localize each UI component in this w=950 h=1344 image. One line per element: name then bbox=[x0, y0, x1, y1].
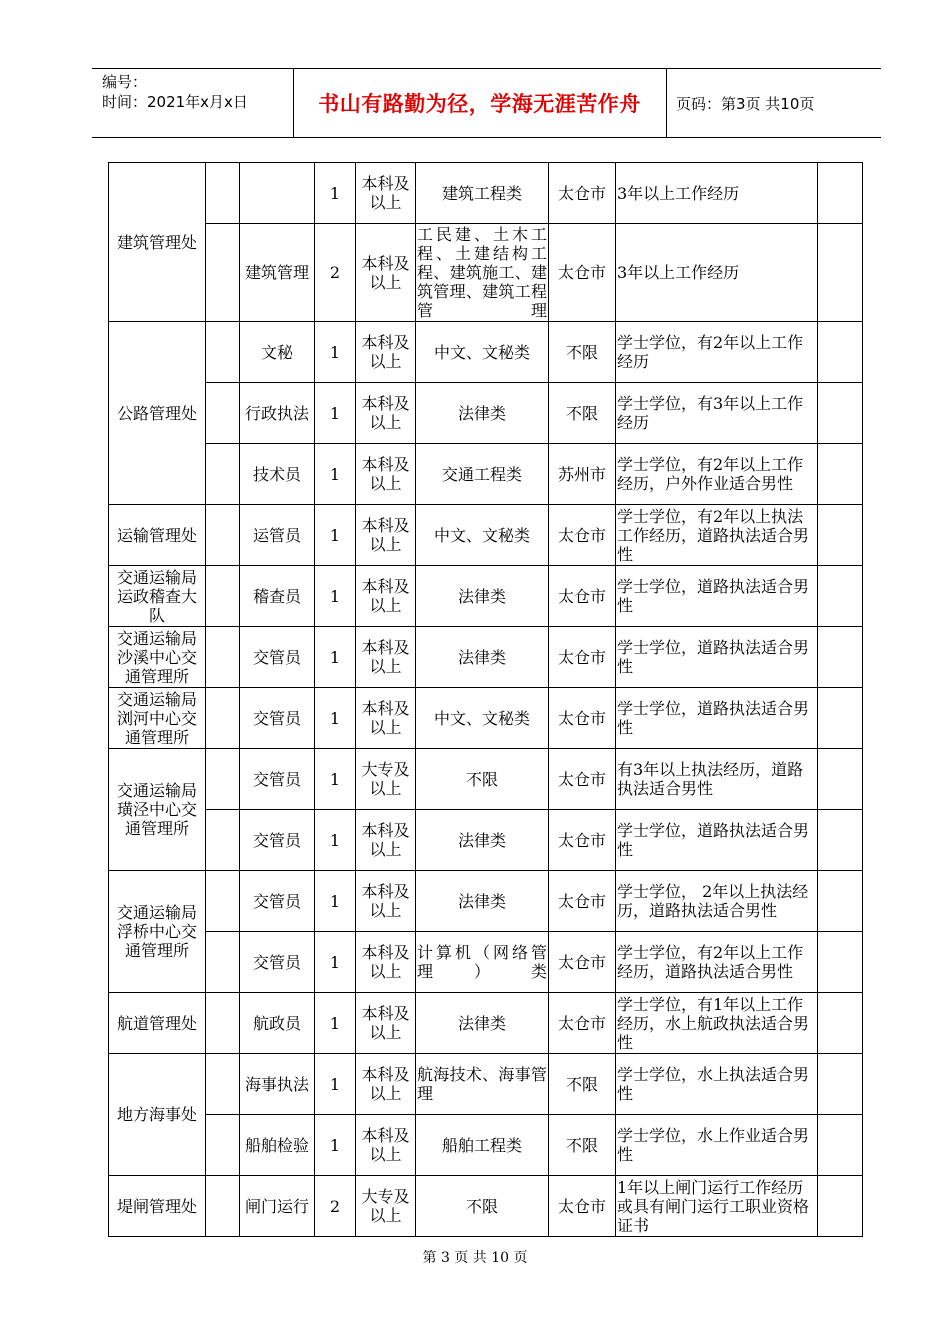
location-cell: 太仓市 bbox=[549, 749, 616, 810]
group-cell bbox=[206, 627, 240, 688]
dept-cell: 交通运输局浏河中心交通管理所 bbox=[109, 688, 206, 749]
requirements-cell: 学士学位，有3年以上工作经历 bbox=[616, 383, 818, 444]
dept-cell: 运输管理处 bbox=[109, 505, 206, 566]
education-cell: 本科及以上 bbox=[356, 688, 416, 749]
group-cell bbox=[206, 1115, 240, 1176]
location-cell: 苏州市 bbox=[549, 444, 616, 505]
count-cell: 1 bbox=[315, 871, 356, 932]
table-row bbox=[109, 163, 863, 224]
requirements-cell: 学士学位，水上执法适合男性 bbox=[616, 1054, 818, 1115]
table-row bbox=[109, 627, 863, 688]
table-row bbox=[109, 749, 863, 810]
table-row bbox=[109, 322, 863, 383]
location-cell: 太仓市 bbox=[549, 163, 616, 224]
location-cell: 太仓市 bbox=[549, 1176, 616, 1237]
count-cell: 1 bbox=[315, 749, 356, 810]
education-cell: 大专及以上 bbox=[356, 749, 416, 810]
count-cell: 1 bbox=[315, 627, 356, 688]
major-cell: 法律类 bbox=[416, 383, 549, 444]
group-cell bbox=[206, 932, 240, 993]
group-cell bbox=[206, 993, 240, 1054]
dept-cell: 建筑管理处 bbox=[109, 163, 206, 322]
count-cell: 1 bbox=[315, 1054, 356, 1115]
header-meta bbox=[102, 72, 248, 112]
requirements-cell: 1年以上闸门运行工作经历或具有闸门运行工职业资格证书 bbox=[616, 1176, 818, 1237]
dept-cell: 交通运输局沙溪中心交通管理所 bbox=[109, 627, 206, 688]
major-cell: 建筑工程类 bbox=[416, 163, 549, 224]
location-cell: 太仓市 bbox=[549, 871, 616, 932]
page-footer: 第 3 页 共 10 页 bbox=[422, 1250, 528, 1266]
requirements-cell: 3年以上工作经历 bbox=[616, 163, 818, 224]
education-cell: 本科及以上 bbox=[356, 993, 416, 1054]
requirements-cell: 学士学位，有2年以上工作经历，道路执法适合男性 bbox=[616, 932, 818, 993]
requirements-cell: 学士学位，道路执法适合男性 bbox=[616, 688, 818, 749]
table-row bbox=[109, 444, 863, 505]
remarks-cell bbox=[818, 810, 863, 871]
count-cell: 1 bbox=[315, 322, 356, 383]
location-cell: 太仓市 bbox=[549, 688, 616, 749]
group-cell bbox=[206, 163, 240, 224]
education-cell: 本科及以上 bbox=[356, 1054, 416, 1115]
page-header bbox=[92, 68, 881, 138]
location-cell: 不限 bbox=[549, 322, 616, 383]
education-cell: 本科及以上 bbox=[356, 566, 416, 627]
major-cell: 船舶工程类 bbox=[416, 1115, 549, 1176]
dept-cell: 交通运输局浮桥中心交通管理所 bbox=[109, 871, 206, 993]
count-cell: 1 bbox=[315, 505, 356, 566]
remarks-cell bbox=[818, 444, 863, 505]
position-cell: 航政员 bbox=[240, 993, 315, 1054]
remarks-cell bbox=[818, 627, 863, 688]
major-cell: 法律类 bbox=[416, 627, 549, 688]
document-time-label: 时间：2021年x月x日 bbox=[102, 93, 248, 111]
table-row bbox=[109, 871, 863, 932]
table-row bbox=[109, 1115, 863, 1176]
education-cell: 本科及以上 bbox=[356, 163, 416, 224]
dept-cell: 地方海事处 bbox=[109, 1054, 206, 1176]
major-cell: 不限 bbox=[416, 749, 549, 810]
major-cell: 法律类 bbox=[416, 566, 549, 627]
remarks-cell bbox=[818, 749, 863, 810]
group-cell bbox=[206, 224, 240, 322]
requirements-cell: 学士学位，道路执法适合男性 bbox=[616, 627, 818, 688]
group-cell bbox=[206, 383, 240, 444]
remarks-cell bbox=[818, 322, 863, 383]
position-cell: 文秘 bbox=[240, 322, 315, 383]
position-cell: 稽查员 bbox=[240, 566, 315, 627]
count-cell: 1 bbox=[315, 993, 356, 1054]
location-cell: 太仓市 bbox=[549, 224, 616, 322]
education-cell: 本科及以上 bbox=[356, 383, 416, 444]
dept-cell: 航道管理处 bbox=[109, 993, 206, 1054]
table-row bbox=[109, 566, 863, 627]
major-cell: 不限 bbox=[416, 1176, 549, 1237]
table-row bbox=[109, 993, 863, 1054]
remarks-cell bbox=[818, 1054, 863, 1115]
requirements-cell: 学士学位，有2年以上工作经历 bbox=[616, 322, 818, 383]
group-cell bbox=[206, 505, 240, 566]
dept-cell: 堤闸管理处 bbox=[109, 1176, 206, 1237]
header-motto: 书山有路勤为径，学海无涯苦作舟 bbox=[318, 92, 641, 116]
education-cell: 本科及以上 bbox=[356, 322, 416, 383]
remarks-cell bbox=[818, 871, 863, 932]
position-cell: 交管员 bbox=[240, 749, 315, 810]
remarks-cell bbox=[818, 1115, 863, 1176]
count-cell: 1 bbox=[315, 383, 356, 444]
location-cell: 太仓市 bbox=[549, 932, 616, 993]
group-cell bbox=[206, 444, 240, 505]
education-cell: 本科及以上 bbox=[356, 932, 416, 993]
recruitment-table bbox=[108, 162, 863, 1237]
dept-cell: 公路管理处 bbox=[109, 322, 206, 505]
location-cell: 不限 bbox=[549, 383, 616, 444]
remarks-cell bbox=[818, 163, 863, 224]
remarks-cell bbox=[818, 993, 863, 1054]
group-cell bbox=[206, 1054, 240, 1115]
location-cell: 太仓市 bbox=[549, 566, 616, 627]
major-cell: 法律类 bbox=[416, 810, 549, 871]
education-cell: 本科及以上 bbox=[356, 1115, 416, 1176]
count-cell: 1 bbox=[315, 566, 356, 627]
table-row bbox=[109, 383, 863, 444]
location-cell: 太仓市 bbox=[549, 505, 616, 566]
education-cell: 本科及以上 bbox=[356, 444, 416, 505]
dept-cell: 交通运输局璜泾中心交通管理所 bbox=[109, 749, 206, 871]
requirements-cell: 3年以上工作经历 bbox=[616, 224, 818, 322]
major-cell: 中文、文秘类 bbox=[416, 505, 549, 566]
count-cell: 1 bbox=[315, 163, 356, 224]
requirements-cell: 学士学位，道路执法适合男性 bbox=[616, 810, 818, 871]
count-cell: 1 bbox=[315, 1115, 356, 1176]
major-cell: 中文、文秘类 bbox=[416, 688, 549, 749]
table-row bbox=[109, 810, 863, 871]
major-cell: 中文、文秘类 bbox=[416, 322, 549, 383]
remarks-cell bbox=[818, 1176, 863, 1237]
header-divider bbox=[666, 69, 667, 137]
table-row bbox=[109, 1176, 863, 1237]
header-page-number: 页码：第3页 共10页 bbox=[676, 94, 815, 113]
dept-cell: 交通运输局运政稽查大队 bbox=[109, 566, 206, 627]
major-cell: 航海技术、海事管理 bbox=[416, 1054, 549, 1115]
education-cell: 本科及以上 bbox=[356, 627, 416, 688]
requirements-cell: 学士学位，水上作业适合男性 bbox=[616, 1115, 818, 1176]
table-row bbox=[109, 932, 863, 993]
requirements-cell: 学士学位， 2年以上执法经历，道路执法适合男性 bbox=[616, 871, 818, 932]
group-cell bbox=[206, 566, 240, 627]
location-cell: 不限 bbox=[549, 1115, 616, 1176]
position-cell: 运管员 bbox=[240, 505, 315, 566]
table-row bbox=[109, 688, 863, 749]
group-cell bbox=[206, 749, 240, 810]
major-cell: 计算机（网络管理）类 bbox=[416, 932, 549, 993]
position-cell: 交管员 bbox=[240, 688, 315, 749]
group-cell bbox=[206, 1176, 240, 1237]
position-cell: 闸门运行 bbox=[240, 1176, 315, 1237]
table-row bbox=[109, 1054, 863, 1115]
remarks-cell bbox=[818, 383, 863, 444]
requirements-cell: 有3年以上执法经历，道路执法适合男性 bbox=[616, 749, 818, 810]
major-cell: 工民建、土木工程、土建结构工程、建筑施工、建筑管理、建筑工程管理 bbox=[417, 225, 547, 320]
remarks-cell bbox=[818, 566, 863, 627]
education-cell: 本科及以上 bbox=[356, 871, 416, 932]
count-cell: 1 bbox=[315, 932, 356, 993]
education-cell: 大专及以上 bbox=[356, 1176, 416, 1237]
remarks-cell bbox=[818, 932, 863, 993]
requirements-cell: 学士学位，道路执法适合男性 bbox=[616, 566, 818, 627]
requirements-cell: 学士学位，有1年以上工作经历，水上航政执法适合男性 bbox=[616, 993, 818, 1054]
major-cell: 法律类 bbox=[416, 993, 549, 1054]
table-row bbox=[109, 505, 863, 566]
remarks-cell bbox=[818, 505, 863, 566]
major-cell: 法律类 bbox=[416, 871, 549, 932]
education-cell: 本科及以上 bbox=[356, 810, 416, 871]
count-cell: 1 bbox=[315, 688, 356, 749]
document-number-label: 编号： bbox=[102, 73, 148, 91]
count-cell: 2 bbox=[315, 1176, 356, 1237]
count-cell: 2 bbox=[315, 224, 356, 322]
position-cell: 船舶检验 bbox=[240, 1115, 315, 1176]
count-cell: 1 bbox=[315, 810, 356, 871]
major-cell: 交通工程类 bbox=[416, 444, 549, 505]
education-cell: 本科及以上 bbox=[356, 224, 416, 322]
group-cell bbox=[206, 322, 240, 383]
remarks-cell bbox=[818, 224, 863, 322]
remarks-cell bbox=[818, 688, 863, 749]
position-cell: 交管员 bbox=[240, 932, 315, 993]
position-cell: 海事执法 bbox=[240, 1054, 315, 1115]
position-cell: 交管员 bbox=[240, 810, 315, 871]
position-cell: 行政执法 bbox=[240, 383, 315, 444]
table-row bbox=[109, 224, 863, 322]
position-cell: 建筑管理 bbox=[240, 224, 315, 322]
position-cell: 交管员 bbox=[240, 871, 315, 932]
requirements-cell: 学士学位，有2年以上工作经历，户外作业适合男性 bbox=[616, 444, 818, 505]
count-cell: 1 bbox=[315, 444, 356, 505]
requirements-cell: 学士学位，有2年以上执法工作经历，道路执法适合男性 bbox=[616, 505, 818, 566]
location-cell: 太仓市 bbox=[549, 627, 616, 688]
education-cell: 本科及以上 bbox=[356, 505, 416, 566]
group-cell bbox=[206, 810, 240, 871]
location-cell: 不限 bbox=[549, 1054, 616, 1115]
position-cell: 交管员 bbox=[240, 627, 315, 688]
position-cell bbox=[240, 163, 315, 224]
group-cell bbox=[206, 688, 240, 749]
location-cell: 太仓市 bbox=[549, 810, 616, 871]
group-cell bbox=[206, 871, 240, 932]
location-cell: 太仓市 bbox=[549, 993, 616, 1054]
position-cell: 技术员 bbox=[240, 444, 315, 505]
